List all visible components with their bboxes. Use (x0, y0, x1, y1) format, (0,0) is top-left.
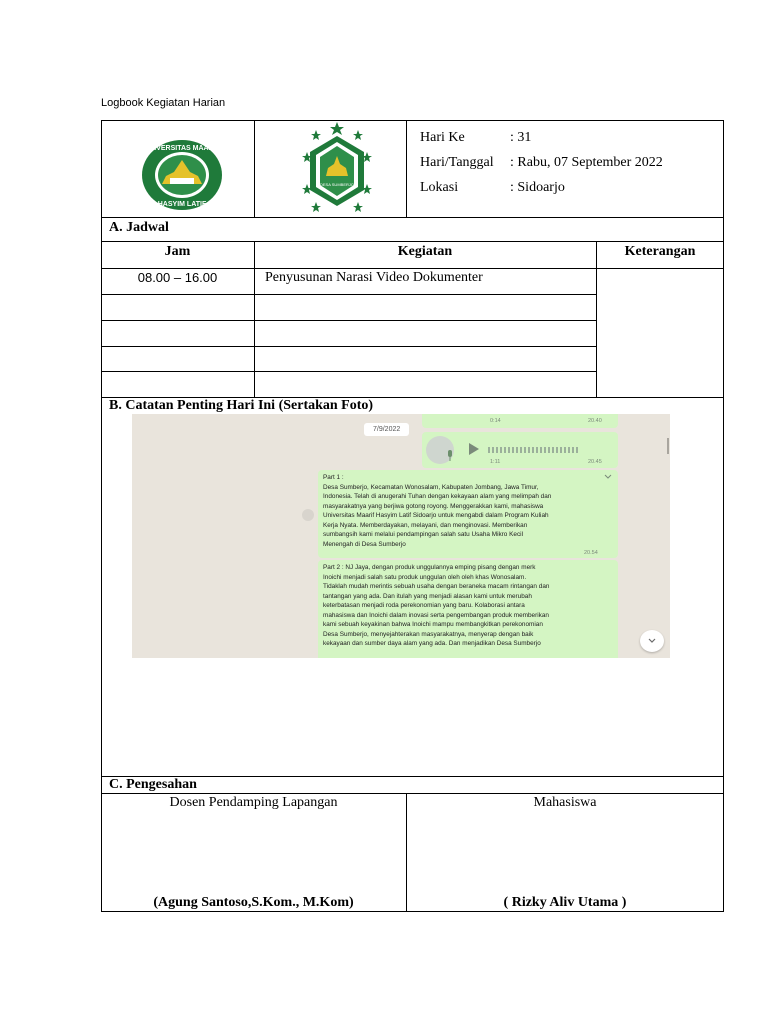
chevron-down-icon[interactable] (604, 474, 612, 480)
header-keterangan: Keterangan (624, 244, 696, 259)
section-a-title: A. Jadwal (109, 220, 169, 235)
university-name-bottom: HASYIM LATIF (157, 201, 207, 208)
chat-date-badge: 7/9/2022 (364, 423, 409, 436)
section-b-title: B. Catatan Penting Hari Ini (Sertakan Foto) (109, 398, 374, 413)
message-line: kekayaan dan sumber daya alam yang ada. Dan menjadikan Desa Sumberjo (323, 640, 541, 647)
message-line: Part 2 : NJ Jaya, dengan produk unggulannya emping pisang dengan merk (323, 564, 536, 571)
message-line: Kerja Nyata. Memberdayakan, melayani, dan menginovasi. Memberikan (323, 521, 528, 529)
message-line: kami sebuah keyakinan bahwa Inoichi mampu membangkitkan perekonomian (323, 621, 543, 628)
scroll-down-button[interactable] (640, 630, 664, 652)
divider (101, 346, 596, 347)
divider (101, 371, 596, 372)
divider (101, 217, 724, 218)
header-kegiatan: Kegiatan (397, 244, 453, 259)
voice-note-duration: 1:11 (490, 459, 501, 465)
voice-note-duration: 0:14 (490, 418, 501, 424)
message-line: Indonesia. Telah di anugerahi Tuhan dengan kekayaan alam yang melimpah dan (323, 493, 552, 500)
divider (406, 120, 407, 217)
message-line: sumbangsih kami melalui pendampingan salah satu Usaha Mikro Kecil (323, 531, 523, 538)
row-1-kegiatan: Penyusunan Narasi Video Dokumenter (265, 270, 483, 285)
dosen-role: Dosen Pendamping Lapangan (169, 795, 338, 810)
divider (254, 120, 255, 217)
message-line: Part 1 : (323, 474, 344, 481)
chevron-down-icon (648, 638, 656, 644)
reaction-icon[interactable] (302, 509, 314, 521)
page-title: Logbook Kegiatan Harian (101, 97, 226, 109)
voice-note-timestamp: 20.45 (588, 459, 602, 465)
voice-note-timestamp: 20.40 (588, 418, 602, 424)
message-line: keterbatasan menjadi roda perekonomian yang baru. Kolaborasi antara (323, 602, 525, 609)
row-1-jam: 08.00 – 16.00 (137, 270, 218, 285)
village-logo-text: DESA SUMBERJO (319, 182, 355, 187)
scrollbar[interactable] (667, 438, 669, 454)
divider (596, 241, 597, 397)
play-icon[interactable] (468, 443, 480, 455)
section-c-title: C. Pengesahan (109, 777, 197, 792)
divider (101, 268, 724, 269)
divider (101, 241, 724, 242)
hari-ke-label: Hari Ke (420, 130, 465, 145)
message-bubble-part1 (318, 470, 618, 558)
lokasi-label: Lokasi (420, 180, 459, 195)
tanggal-label: Hari/Tanggal (420, 155, 494, 170)
mahasiswa-name: ( Rizky Aliv Utama ) (503, 895, 627, 910)
waveform (488, 447, 580, 453)
divider (101, 320, 596, 321)
mahasiswa-role: Mahasiswa (533, 795, 597, 810)
message-timestamp: 20.54 (584, 550, 598, 556)
hari-ke-value: : 31 (510, 130, 532, 145)
message-line: Tidaklah mudah merintis sebuah usaha dengan beraneka macam rintangan dan (323, 583, 550, 590)
message-bubble-part2 (318, 560, 618, 658)
divider (254, 241, 255, 397)
village-logo (302, 122, 372, 214)
message-line: masyarakatnya yang berjiwa gotong royong. Menggerakkan kami, mahasiswa (323, 502, 544, 510)
voice-note-bubble (422, 432, 618, 468)
message-line: Inoichi menjadi salah satu produk unggulan oleh oleh khas Wonosalam. (323, 573, 527, 581)
university-name-top: UNIVERSITAS MAARIF (144, 145, 220, 152)
message-line: mahasiswa dan Inoichi dalam inovasi serta pengembangan produk memberikan (323, 611, 549, 619)
mic-icon (446, 450, 454, 462)
message-line: Desa Sumberjo, Kecamatan Wonosalam, Kabupaten Jombang, Jawa Timur, (323, 483, 539, 491)
dosen-name: (Agung Santoso,S.Kom., M.Kom) (153, 895, 354, 910)
lokasi-value: : Sidoarjo (510, 180, 565, 195)
message-line: Menengah di Desa Sumberjo (323, 540, 406, 548)
divider (101, 793, 724, 794)
divider (101, 294, 596, 295)
chat-screenshot (132, 414, 670, 658)
university-logo (140, 138, 224, 212)
voice-note-bubble (422, 414, 618, 428)
message-line: Desa Sumberjo, menyejahterakan masyarakatnya, menyerap dengan baik (323, 630, 534, 638)
message-line: tantangan yang ada. Dan itulah yang menjadi alasan kami untuk merubah (323, 592, 532, 600)
header-jam: Jam (164, 244, 191, 259)
message-line: Universitas Maarif Hasyim Latif Sidoarjo untuk mengabdi dalam Program Kuliah (323, 512, 549, 519)
tanggal-value: : Rabu, 07 September 2022 (510, 155, 663, 170)
